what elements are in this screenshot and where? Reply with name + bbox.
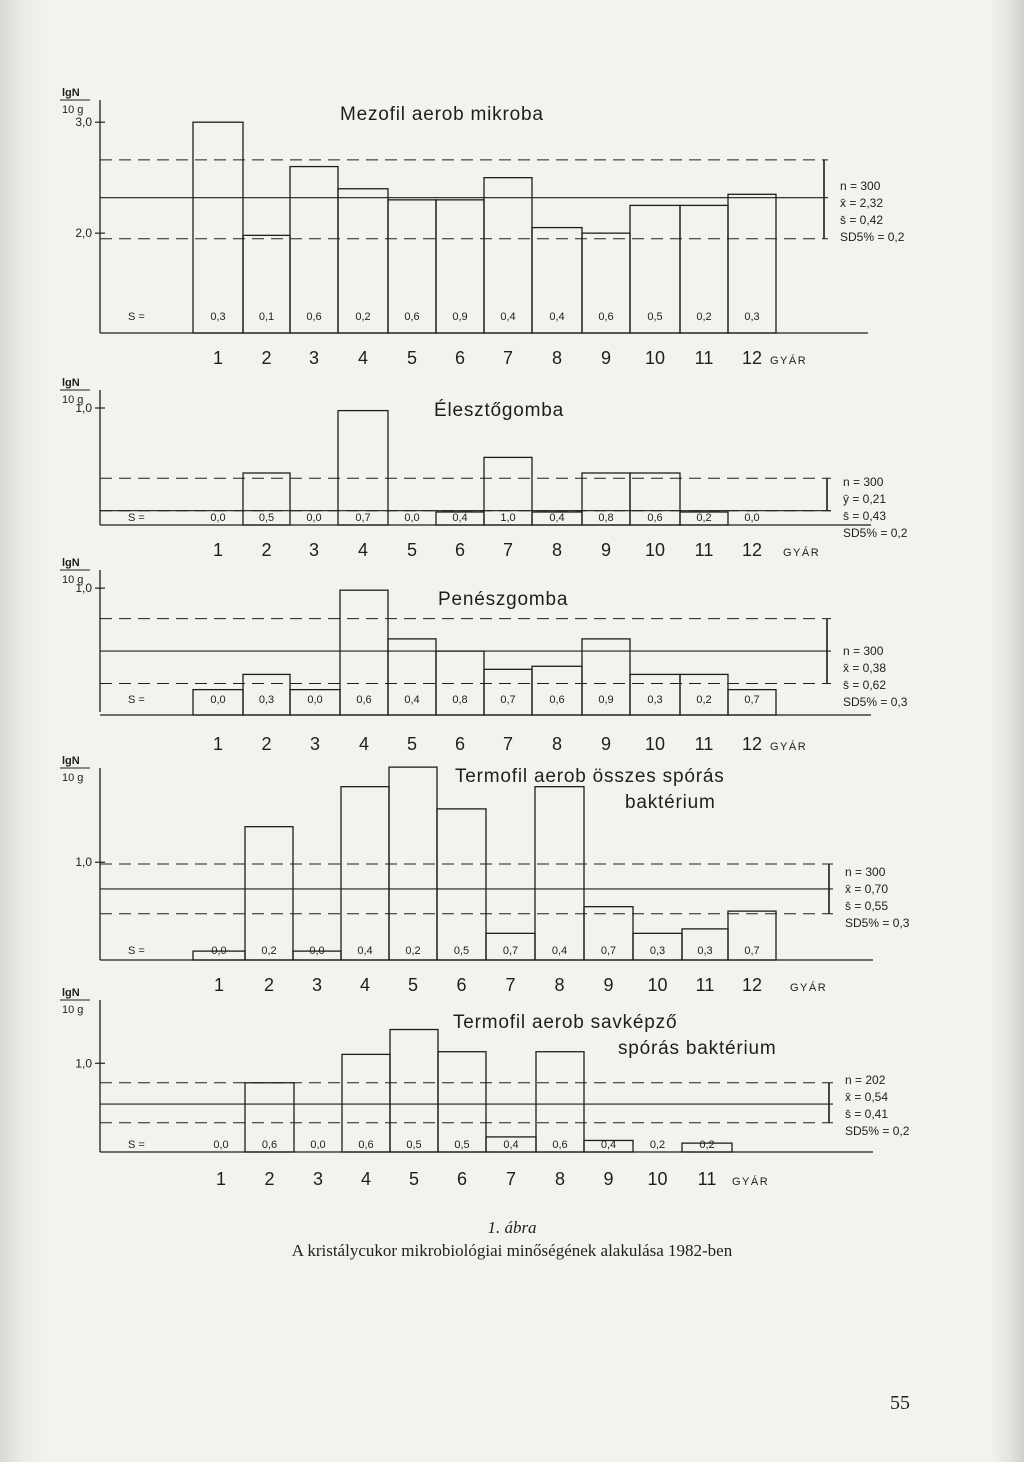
stat-0: n = 300 [843,644,884,658]
y-axis-label-top: lgN [62,755,80,767]
y-tick-label: 1,0 [75,855,92,870]
stat-2: s̄ = 0,55 [845,899,889,913]
s-value-7: 0,4 [500,311,516,323]
s-value-2: 0,3 [258,694,275,706]
category-label-4: 4 [358,734,370,754]
category-label-2: 2 [264,1169,275,1189]
y-tick-label: 1,0 [75,581,92,596]
s-value-1: 0,0 [211,945,227,957]
category-label-5: 5 [408,1169,420,1189]
stat-3: SD5% = 0,3 [843,695,908,709]
figure-number: 1. ábra [487,1218,537,1237]
stat-3: SD5% = 0,2 [840,230,905,244]
category-label-5: 5 [406,734,418,754]
s-value-3: 0,6 [306,311,322,323]
category-label-2: 2 [261,734,272,754]
s-value-5: 0,2 [405,945,421,957]
bar-8 [535,787,584,960]
category-label-7: 7 [505,1169,517,1189]
stat-0: n = 202 [845,1073,886,1087]
s-value-2: 0,1 [258,311,275,323]
s-value-5: 0,0 [404,512,420,524]
s-value-9: 0,4 [600,1139,617,1151]
s-value-2: 0,5 [258,512,275,524]
x-axis-label: GYÁR [783,547,821,559]
category-label-1: 1 [212,540,224,560]
x-axis-label: GYÁR [790,982,828,994]
category-label-8: 8 [554,1169,566,1189]
category-label-11: 11 [697,1169,717,1189]
s-value-10: 0,5 [647,311,663,323]
bar-2 [245,827,293,960]
stat-0: n = 300 [845,865,886,879]
s-value-6: 0,4 [452,512,468,524]
s-value-7: 0,7 [500,694,516,706]
s-value-9: 0,6 [598,311,614,323]
y-axis-label-bottom: 10 g [62,1004,84,1016]
category-label-10: 10 [644,348,666,368]
s-value-3: 0,0 [307,694,323,706]
category-label-9: 9 [600,540,612,560]
s-value-10: 0,3 [649,945,666,957]
category-label-2: 2 [261,348,272,368]
stat-1: x̄ = 0,54 [845,1090,889,1104]
s-value-5: 0,5 [406,1139,422,1151]
stat-0: n = 300 [843,475,884,489]
bar-4 [338,411,388,525]
y-axis-label-bottom: 10 g [62,772,84,784]
y-axis-label-top: lgN [62,377,80,389]
category-label-7: 7 [505,975,516,995]
stat-2: s̄ = 0,62 [843,678,887,692]
bar-6 [437,809,486,960]
y-tick-label: 2,0 [75,226,92,241]
category-label-11: 11 [695,975,715,995]
chart-title-line: baktérium [625,792,716,813]
category-label-3: 3 [309,734,321,754]
y-axis-label-top: lgN [62,87,80,99]
s-value-10: 0,2 [649,1139,666,1151]
y-tick-label: 1,0 [75,1056,92,1071]
s-value-4: 0,7 [355,512,371,524]
page-number: 55 [890,1392,910,1414]
category-label-12: 12 [741,540,763,560]
category-label-11: 11 [694,540,714,560]
category-label-5: 5 [407,975,419,995]
category-label-9: 9 [603,975,614,995]
s-value-1: 0,0 [210,694,226,706]
s-value-12: 0,7 [744,694,760,706]
x-axis-label: GYÁR [732,1176,770,1188]
category-label-5: 5 [406,348,418,368]
category-label-8: 8 [551,348,563,368]
category-label-4: 4 [357,540,369,560]
category-label-12: 12 [741,348,763,368]
s-row-label: S = [128,512,145,524]
bar-4 [342,1054,390,1152]
category-label-1: 1 [213,975,225,995]
chart-title-line: Mezofil aerob mikroba [340,104,544,125]
category-label-3: 3 [308,348,320,368]
s-value-9: 0,7 [600,945,617,957]
s-value-3: 0,0 [309,945,325,957]
category-label-8: 8 [554,975,565,995]
s-value-12: 0,3 [744,311,760,323]
category-label-10: 10 [644,540,666,560]
s-row-label: S = [128,1139,145,1151]
s-value-4: 0,2 [355,311,371,323]
bar-3 [290,167,338,333]
category-label-8: 8 [551,734,563,754]
category-label-7: 7 [502,348,514,368]
category-label-2: 2 [261,540,272,560]
stat-3: SD5% = 0,3 [845,916,910,930]
s-value-6: 0,9 [452,311,468,323]
bar-5 [390,1030,438,1152]
category-label-4: 4 [359,975,371,995]
chart-title-line: Termofil aerob savképző [453,1012,678,1033]
s-row-label: S = [128,311,145,323]
category-label-1: 1 [212,348,224,368]
chart-title-line: spórás baktérium [618,1038,777,1059]
bar-4 [341,787,389,960]
chart-title-line: Penészgomba [438,589,569,610]
s-value-3: 0,0 [310,1139,326,1151]
y-axis-label-bottom: 10 g [62,104,84,116]
category-label-6: 6 [454,540,466,560]
s-value-6: 0,5 [453,945,470,957]
s-value-7: 1,0 [500,512,516,524]
s-value-1: 0,3 [210,311,226,323]
y-axis-label-top: lgN [62,557,80,569]
category-label-4: 4 [360,1169,372,1189]
bar-7 [484,669,532,715]
s-value-8: 0,4 [551,945,568,957]
category-label-12: 12 [741,734,763,754]
bar-8 [536,1052,584,1152]
category-label-6: 6 [456,1169,468,1189]
s-value-11: 0,3 [697,945,713,957]
s-value-6: 0,8 [452,694,468,706]
s-value-2: 0,6 [261,1139,278,1151]
y-axis-label-top: lgN [62,987,80,999]
s-value-9: 0,8 [598,512,614,524]
stat-2: s̄ = 0,42 [840,213,884,227]
category-label-6: 6 [454,348,466,368]
category-label-12: 12 [741,975,763,995]
bar-6 [438,1052,486,1152]
s-row-label: S = [128,945,145,957]
figure-caption: A kristálycukor mikrobiológiai minőségének alakulása 1982-ben [291,1241,733,1260]
s-value-5: 0,4 [404,694,420,706]
category-label-10: 10 [647,1169,668,1189]
s-value-8: 0,4 [549,512,565,524]
chart-title-line: Termofil aerob összes spórás [455,766,725,787]
category-label-6: 6 [454,734,466,754]
x-axis-label: GYÁR [770,741,808,753]
bar-7 [484,178,532,333]
s-value-6: 0,5 [454,1139,470,1151]
stat-1: x̄ = 0,38 [843,661,887,675]
category-label-11: 11 [694,348,714,368]
s-value-7: 0,7 [502,945,519,957]
s-value-8: 0,4 [549,311,565,323]
s-value-11: 0,2 [696,512,712,524]
s-value-1: 0,0 [213,1139,229,1151]
category-label-7: 7 [502,734,514,754]
stat-1: x̄ = 0,70 [845,882,889,896]
stat-3: SD5% = 0,2 [843,526,908,540]
category-label-10: 10 [644,734,666,754]
s-value-10: 0,3 [647,694,663,706]
category-label-3: 3 [311,975,323,995]
x-axis-label: GYÁR [770,355,808,367]
s-row-label: S = [128,694,145,706]
y-tick-label: 3,0 [75,115,92,130]
stat-2: s̄ = 0,41 [845,1107,889,1121]
bar-8 [532,666,582,715]
category-label-1: 1 [215,1169,227,1189]
s-value-4: 0,6 [356,694,372,706]
s-value-5: 0,6 [404,311,420,323]
category-label-11: 11 [694,734,714,754]
category-label-4: 4 [357,348,369,368]
s-value-4: 0,4 [357,945,373,957]
category-label-9: 9 [600,348,612,368]
s-value-11: 0,2 [696,694,712,706]
s-value-12: 0,7 [744,945,760,957]
category-label-7: 7 [502,540,514,560]
s-value-2: 0,2 [261,945,277,957]
s-value-1: 0,0 [210,512,226,524]
s-value-10: 0,6 [647,512,663,524]
y-axis-label-bottom: 10 g [62,394,84,406]
s-value-11: 0,2 [699,1139,715,1151]
s-value-8: 0,6 [549,694,565,706]
s-value-11: 0,2 [696,311,712,323]
category-label-9: 9 [600,734,612,754]
category-label-5: 5 [406,540,418,560]
s-value-8: 0,6 [552,1139,568,1151]
y-axis-label-bottom: 10 g [62,574,84,586]
s-value-12: 0,0 [744,512,760,524]
stat-2: s̄ = 0,43 [843,509,887,523]
chart-title-line: Élesztőgomba [434,400,565,421]
bar-1 [193,122,243,333]
s-value-7: 0,4 [503,1139,519,1151]
stat-3: SD5% = 0,2 [845,1124,910,1138]
s-value-3: 0,0 [306,512,322,524]
s-value-9: 0,9 [598,694,614,706]
category-label-6: 6 [456,975,467,995]
category-label-9: 9 [603,1169,614,1189]
category-label-3: 3 [308,540,320,560]
category-label-3: 3 [312,1169,324,1189]
stat-1: ȳ = 0,21 [843,492,887,506]
category-label-10: 10 [647,975,668,995]
s-value-4: 0,6 [358,1139,374,1151]
category-label-1: 1 [212,734,224,754]
y-tick-label: 1,0 [75,401,92,415]
category-label-8: 8 [551,540,563,560]
category-label-2: 2 [263,975,275,995]
stat-1: x̄ = 2,32 [840,196,884,210]
stat-0: n = 300 [840,179,881,193]
